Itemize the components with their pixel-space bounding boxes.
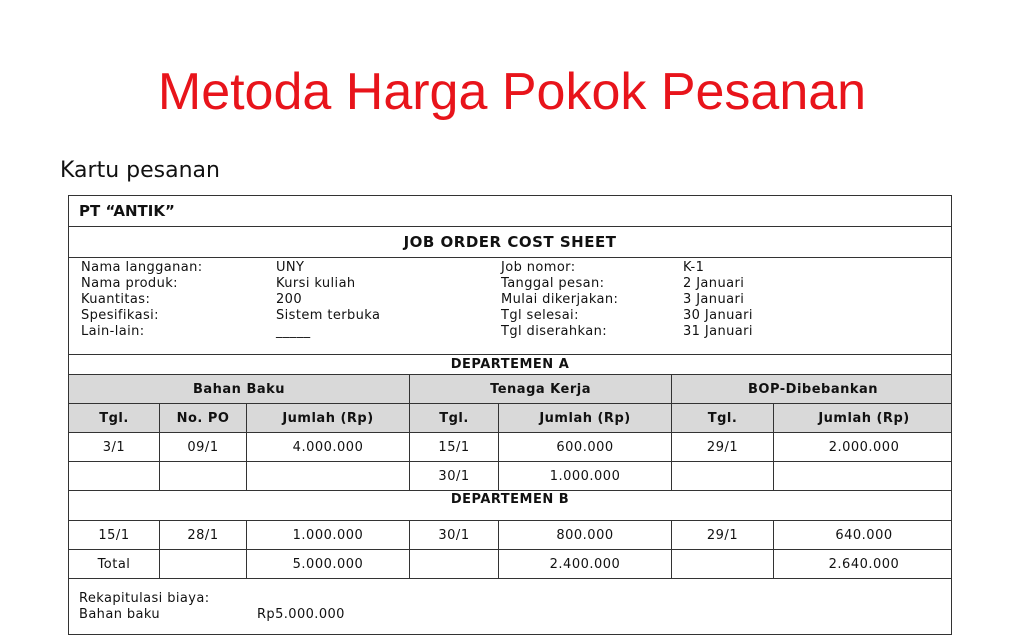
info-value: 30 Januari bbox=[683, 308, 753, 323]
info-value: Kursi kuliah bbox=[276, 276, 356, 291]
recap-value: Rp5.000.000 bbox=[257, 607, 345, 622]
table-row bbox=[69, 433, 953, 462]
info-value: UNY bbox=[276, 260, 305, 275]
column-header: Jumlah (Rp) bbox=[247, 404, 410, 433]
table-cell: 30/1 bbox=[410, 462, 499, 491]
info-value: K-1 bbox=[683, 260, 705, 275]
table-row bbox=[69, 521, 953, 550]
table-cell: 600.000 bbox=[499, 433, 672, 462]
column-header: No. PO bbox=[160, 404, 247, 433]
subtitle: Kartu pesanan bbox=[60, 158, 220, 183]
table-cell: 640.000 bbox=[774, 521, 953, 550]
column-header: Jumlah (Rp) bbox=[774, 404, 952, 433]
info-label: Kuantitas: bbox=[81, 292, 151, 307]
table-cell: 29/1 bbox=[672, 433, 774, 462]
info-value: 3 Januari bbox=[683, 292, 745, 307]
table-cell: 5.000.000 bbox=[247, 550, 410, 579]
info-label: Tgl selesai: bbox=[501, 308, 579, 323]
info-value: _____ bbox=[276, 324, 311, 339]
table-row bbox=[69, 462, 953, 491]
table-cell: 1.000.000 bbox=[499, 462, 672, 491]
department-b-heading: DEPARTEMEN B bbox=[69, 490, 951, 521]
order-info bbox=[69, 258, 951, 355]
group-bahan-baku: Bahan Baku bbox=[69, 375, 410, 404]
table-cell: 15/1 bbox=[410, 433, 499, 462]
table-cell: 4.000.000 bbox=[247, 433, 410, 462]
info-value: 31 Januari bbox=[683, 324, 753, 339]
company-name: PT “ANTIK” bbox=[69, 196, 951, 227]
info-value: Sistem terbuka bbox=[276, 308, 381, 323]
table-cell bbox=[672, 550, 774, 579]
cost-table-b bbox=[68, 520, 952, 579]
table-cell bbox=[774, 462, 952, 491]
job-order-cost-sheet bbox=[68, 195, 952, 635]
info-value: 2 Januari bbox=[683, 276, 745, 291]
table-cell bbox=[410, 550, 499, 579]
info-label: Job nomor: bbox=[501, 260, 576, 275]
slide-title: Metoda Harga Pokok Pesanan bbox=[157, 63, 867, 121]
recap-label: Bahan baku bbox=[79, 607, 161, 622]
table-cell: 2.640.000 bbox=[774, 550, 953, 579]
department-a-heading: DEPARTEMEN A bbox=[69, 355, 951, 375]
table-cell: 800.000 bbox=[499, 521, 672, 550]
recap-item bbox=[79, 607, 951, 623]
column-header: Tgl. bbox=[69, 404, 160, 433]
table-cell: 29/1 bbox=[672, 521, 774, 550]
column-header: Tgl. bbox=[672, 404, 774, 433]
table-cell bbox=[160, 462, 247, 491]
table-cell: 30/1 bbox=[410, 521, 499, 550]
info-value: 200 bbox=[276, 292, 303, 307]
table-cell: 15/1 bbox=[69, 521, 160, 550]
table-cell bbox=[69, 462, 160, 491]
table-cell: 09/1 bbox=[160, 433, 247, 462]
table-cell: 28/1 bbox=[160, 521, 247, 550]
column-header: Tgl. bbox=[410, 404, 499, 433]
table-cell bbox=[247, 462, 410, 491]
table-cell: 2.000.000 bbox=[774, 433, 952, 462]
info-label: Tanggal pesan: bbox=[501, 276, 605, 291]
cost-table-a bbox=[68, 374, 952, 491]
info-label: Tgl diserahkan: bbox=[501, 324, 608, 339]
sheet-title: JOB ORDER COST SHEET bbox=[69, 227, 951, 258]
total-label: Total bbox=[69, 550, 160, 579]
table-cell: 1.000.000 bbox=[247, 521, 410, 550]
group-tenaga-kerja: Tenaga Kerja bbox=[410, 375, 672, 404]
table-cell bbox=[672, 462, 774, 491]
info-label: Nama langganan: bbox=[81, 260, 203, 275]
group-bop: BOP-Dibebankan bbox=[672, 375, 952, 404]
cost-recap bbox=[69, 579, 951, 623]
total-row bbox=[69, 550, 953, 579]
info-label: Mulai dikerjakan: bbox=[501, 292, 619, 307]
info-label: Nama produk: bbox=[81, 276, 178, 291]
info-label: Lain-lain: bbox=[81, 324, 145, 339]
column-header: Jumlah (Rp) bbox=[499, 404, 672, 433]
table-cell: 3/1 bbox=[69, 433, 160, 462]
table-cell: 2.400.000 bbox=[499, 550, 672, 579]
table-cell bbox=[160, 550, 247, 579]
info-label: Spesifikasi: bbox=[81, 308, 159, 323]
recap-title: Rekapitulasi biaya: bbox=[79, 591, 210, 606]
